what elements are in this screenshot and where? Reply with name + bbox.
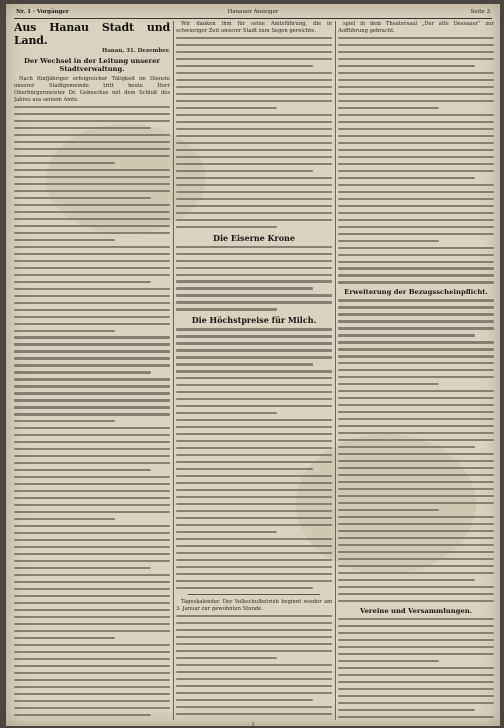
article-lead: Nach fünfjähriger erfolgreicher Tätigkeit im Dienste unserer Stadtgemeinde tritt heute Herr Oberbürgermeister Dr. Gebeschus mit dem Schluß des Jahres aus seinem Amte. xyxy=(14,76,170,103)
article-divider xyxy=(188,594,320,595)
article-body-lines xyxy=(14,106,170,720)
article-headline-bezugsschein: Erweiterung der Bezugsscheinpflicht. xyxy=(344,288,488,297)
article-headline: Der Wechsel in der Leitung unserer Stadtverwaltung. xyxy=(23,57,160,73)
article-body-lines xyxy=(176,246,332,311)
article-paragraph: Tageskalender. Der Volkschulbetrieb beginnt wieder am 3. Januar zur gewohnten Stunde. xyxy=(176,598,332,612)
column-rule xyxy=(335,21,336,720)
running-head-page: Seite 3 xyxy=(470,9,490,15)
page-number: 3 xyxy=(251,722,255,726)
column-rule xyxy=(173,21,174,720)
running-head xyxy=(14,7,492,19)
section-headline: Aus Hanau Stadt und Land. xyxy=(14,21,170,47)
article-body-lines xyxy=(176,328,332,589)
article-headline-milch: Die Höchstpreise für Milch. xyxy=(191,315,317,326)
article-body-lines xyxy=(338,37,494,284)
dateline: Hanau, 31. Dezember. xyxy=(102,48,170,54)
article-body-lines xyxy=(176,37,332,228)
article-body-lines xyxy=(338,618,494,720)
column-1 xyxy=(14,21,170,720)
article-paragraph: spiel in dem Theatersaal „Der alte Dessauer“ zur Aufführung gebracht. xyxy=(338,21,494,34)
running-head-title: Hanauer Anzeiger xyxy=(227,9,279,15)
article-headline-eiserne-krone: Die Eiserne Krone xyxy=(213,232,295,243)
newspaper-page xyxy=(6,4,500,726)
running-head-left: Nr. 1 · Vorgänger xyxy=(16,9,69,15)
article-headline-vereine: Vereine und Versammlungen. xyxy=(359,606,473,615)
column-2 xyxy=(176,21,332,720)
article-body-lines xyxy=(338,299,494,602)
article-paragraph: Wir danken ihm für seine Amtsführung, die in schwieriger Zeit unserer Stadt zum Segen gereichte. xyxy=(176,21,332,34)
column-3 xyxy=(338,21,494,720)
article-body-lines xyxy=(176,615,332,720)
